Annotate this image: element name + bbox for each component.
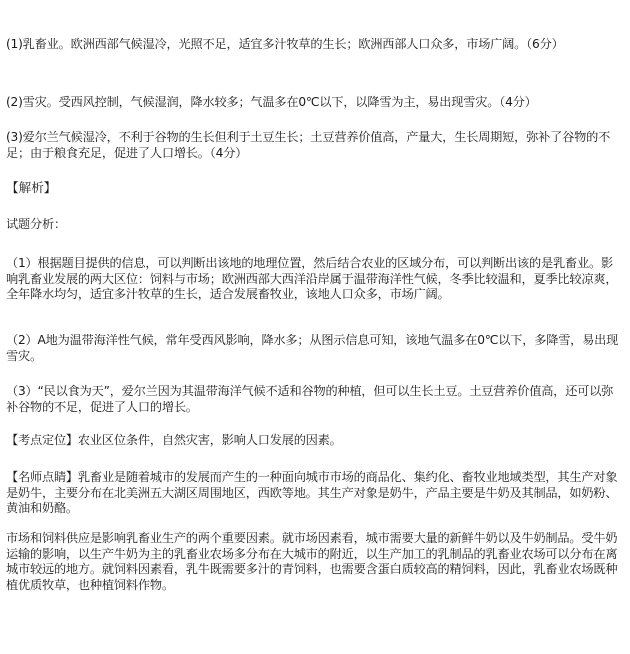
- answer-1: (1)乳畜业。欧洲西部气候湿冷，光照不足，适宜多汁牧草的生长；欧洲西部人口众多，市场广阔。（6分）: [6, 37, 564, 51]
- analysis-paragraph-1: （1）根据题目提供的信息，可以判断出该地的地理位置，然后结合农业的区域分布，可以判断出该的是乳畜业。影响乳畜业发展的两大区位：饲料与市场；欧洲西部大西洋沿岸属于温带海洋性气候，冬季比较温和，夏季比较凉爽，全年降水均匀，适宜多汁牧草的生长，适合发展畜牧业，该地人口众多，市场广阔。: [6, 256, 618, 301]
- mingshi-paragraph-2: 市场和饲料供应是影响乳畜业生产的两个重要因素。就市场因素看，城市需要大量的新鲜牛奶以及牛奶制品。受牛奶运输的影响，以生产牛奶为主的乳畜业农场多分布在大城市的附近，以生产加工的乳制品的乳畜业农场可以分布在离城市较远的地方。就饲料因素看，乳牛既需要多汁的青饲料，也需要含蛋白质较高的精饲料，因此，乳畜业农场既种植优质牧草，也种植饲料作物。: [6, 531, 618, 592]
- analysis-paragraph-2: （2）A地为温带海洋性气候，常年受西风影响，降水多；从图示信息可知，该地气温多在0℃以下，多降雪，易出现雪灾。: [6, 333, 619, 363]
- mingshi-paragraph-1: 【名师点睛】乳畜业是随着城市的发展而产生的一种面向城市市场的商品化、集约化、畜牧业地域类型，其生产对象是奶牛，主要分布在北美洲五大湖区周围地区，西欧等地。其生产对象是奶牛，产品主要是牛奶及其制品，如奶粉、黄油和奶酪。: [6, 470, 618, 515]
- analysis-heading: 【解析】: [6, 180, 57, 195]
- answer-3: (3)爱尔兰气候湿冷，不利于谷物的生长但利于土豆生长；土豆营养价值高，产量大，生长周期短，弥补了谷物的不足；由于粮食充足，促进了人口增长。（4分）: [6, 130, 611, 160]
- kaodian-line: 【考点定位】农业区位条件，自然灾害，影响人口发展的因素。: [6, 433, 342, 447]
- analysis-paragraph-3: （3）“民以食为天”，爱尔兰因为其温带海洋气候不适和谷物的种植，但可以生长土豆。土豆营养价值高，还可以弥补谷物的不足，促进了人口的增长。: [6, 384, 614, 414]
- answer-2: (2)雪灾。受西风控制，气候湿润，降水较多；气温多在0℃以下，以降雪为主，易出现雪灾。（4分）: [6, 95, 537, 109]
- analysis-intro: 试题分析：: [6, 217, 66, 231]
